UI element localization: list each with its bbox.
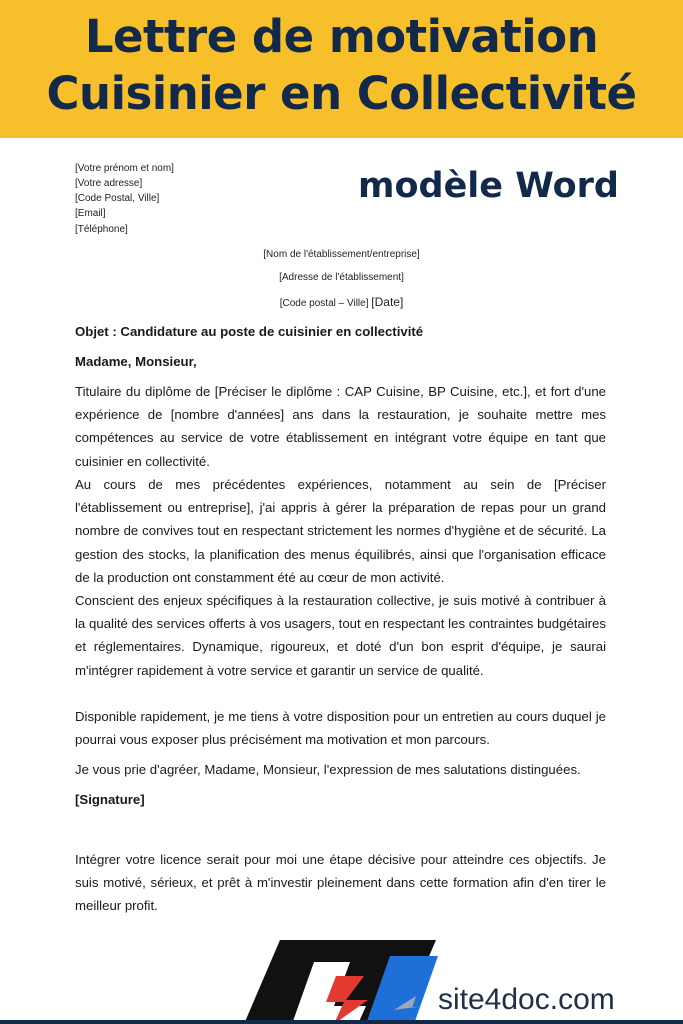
site4doc-logo xyxy=(240,936,440,1024)
letter-paragraph: Au cours de mes précédentes expériences, notamment au sein de [Préciser l'établissement ou entreprise], j'ai appris à gérer la préparation de repas pour un grand nombre de convives tout en respectant strictement les normes d'hygiène et de sécurité. La gestion des stocks, la planification des menus équilibrés, ainsi que l'organisation efficace de la production ont constamment été au cœur de mon activité. xyxy=(75,477,606,585)
sender-email: [Email] xyxy=(75,208,106,219)
letter-paragraph: Disponible rapidement, je me tiens à votre disposition pour un entretien au cours duquel je pourrai vous exposer plus précisément ma motivation et mon parcours. xyxy=(75,709,606,748)
bottom-border xyxy=(0,1020,683,1024)
letter-paragraph: Titulaire du diplôme de [Préciser le diplôme : CAP Cuisine, BP Cuisine, etc.], et fort d'une expérience de [nombre d'années] ans dans la restauration, je souhaite mettre mes compétences au service de votre établissement en intégrant votre équipe en tant que cuisinier en collectivité. xyxy=(75,384,606,469)
title-banner xyxy=(0,0,683,138)
recipient-postal: [Code postal – Ville] xyxy=(279,298,369,309)
letter-signature: [Signature] xyxy=(75,792,145,807)
banner-title-line-2: Cuisinier en Collectivité xyxy=(46,67,637,120)
logo-domain-text: site4doc.com xyxy=(438,983,615,1016)
letter-paragraph: Je vous prie d'agréer, Madame, Monsieur, l'expression de mes salutations distinguées. xyxy=(75,762,581,777)
recipient-postal-date xyxy=(0,295,683,309)
recipient-address: [Adresse de l'établissement] xyxy=(279,272,404,283)
sender-phone: [Téléphone] xyxy=(75,224,128,235)
recipient-date: [Date] xyxy=(371,295,404,309)
letter-salutation: Madame, Monsieur, xyxy=(75,354,197,369)
subtitle-label: modèle Word xyxy=(358,166,619,206)
letter-paragraph: Conscient des enjeux spécifiques à la restauration collective, je suis motivé à contribuer à la qualité des services offerts à vos usagers, tout en respectant les contraintes budgétaires et réglementaires. Dynamique, rigoureux, et doté d'un bon esprit d'équipe, je saurai m'intégrer rapidement à votre service et garantir un service de qualité. xyxy=(75,593,606,678)
sender-address: [Votre adresse] xyxy=(75,178,143,189)
banner-title-line-1: Lettre de motivation xyxy=(84,10,599,63)
letter-closing: Intégrer votre licence serait pour moi une étape décisive pour atteindre ces objectifs. Je suis motivé, sérieux, et prêt à m'investir pleinement dans cette formation afin d'en tirer le meilleur profit. xyxy=(75,852,606,914)
sender-postal: [Code Postal, Ville] xyxy=(75,193,160,204)
recipient-name: [Nom de l'établissement/entreprise] xyxy=(263,249,420,260)
letter-subject: Objet : Candidature au poste de cuisinier en collectivité xyxy=(75,324,424,339)
sender-name: [Votre prénom et nom] xyxy=(75,163,174,174)
